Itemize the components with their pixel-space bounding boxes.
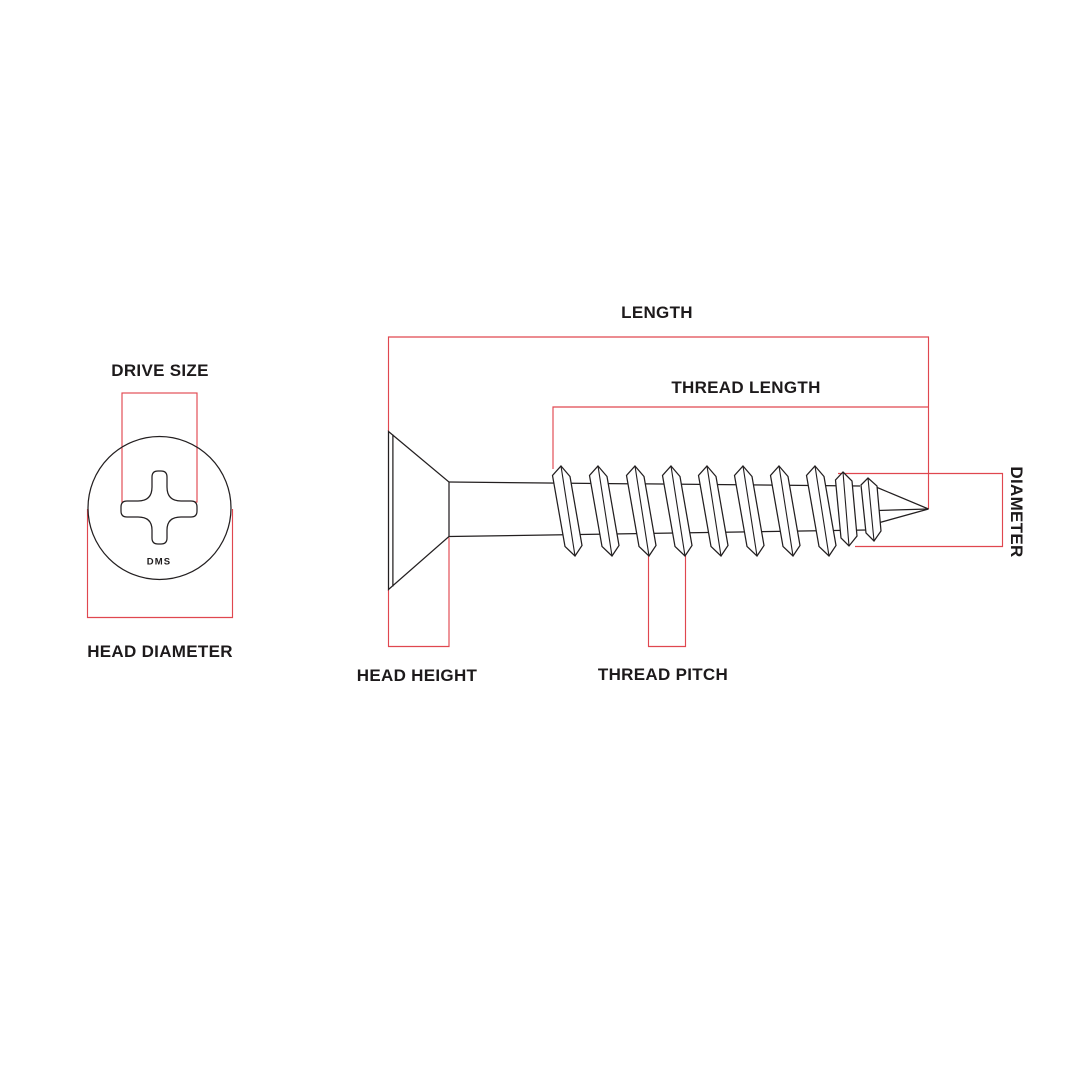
shank-root-top	[449, 482, 860, 486]
shank-root-bottom	[449, 530, 866, 537]
screw-side-view	[389, 432, 929, 590]
head-height-label: HEAD HEIGHT	[356, 666, 478, 685]
diameter-label: DIAMETER	[1007, 466, 1026, 558]
head-diameter-label: HEAD DIAMETER	[87, 642, 233, 661]
dim-bracket-thread-pitch	[649, 556, 686, 647]
tip-cone-mid	[878, 509, 929, 511]
dim-bracket-thread-length	[553, 407, 929, 469]
phillips-recess	[121, 471, 197, 544]
thread-pitch-label: THREAD PITCH	[597, 665, 729, 684]
thread-crests	[553, 466, 882, 556]
thread-crest-taper-1	[836, 472, 858, 546]
length-label: LENGTH	[621, 303, 693, 322]
drive-size-label: DRIVE SIZE	[111, 361, 209, 380]
thread-length-label: THREAD LENGTH	[671, 378, 821, 397]
screw-head-side	[389, 432, 450, 590]
tip-cone-top	[876, 487, 929, 509]
tip-cone-bottom	[878, 509, 929, 523]
drive-marking-label: DMS	[146, 556, 172, 568]
